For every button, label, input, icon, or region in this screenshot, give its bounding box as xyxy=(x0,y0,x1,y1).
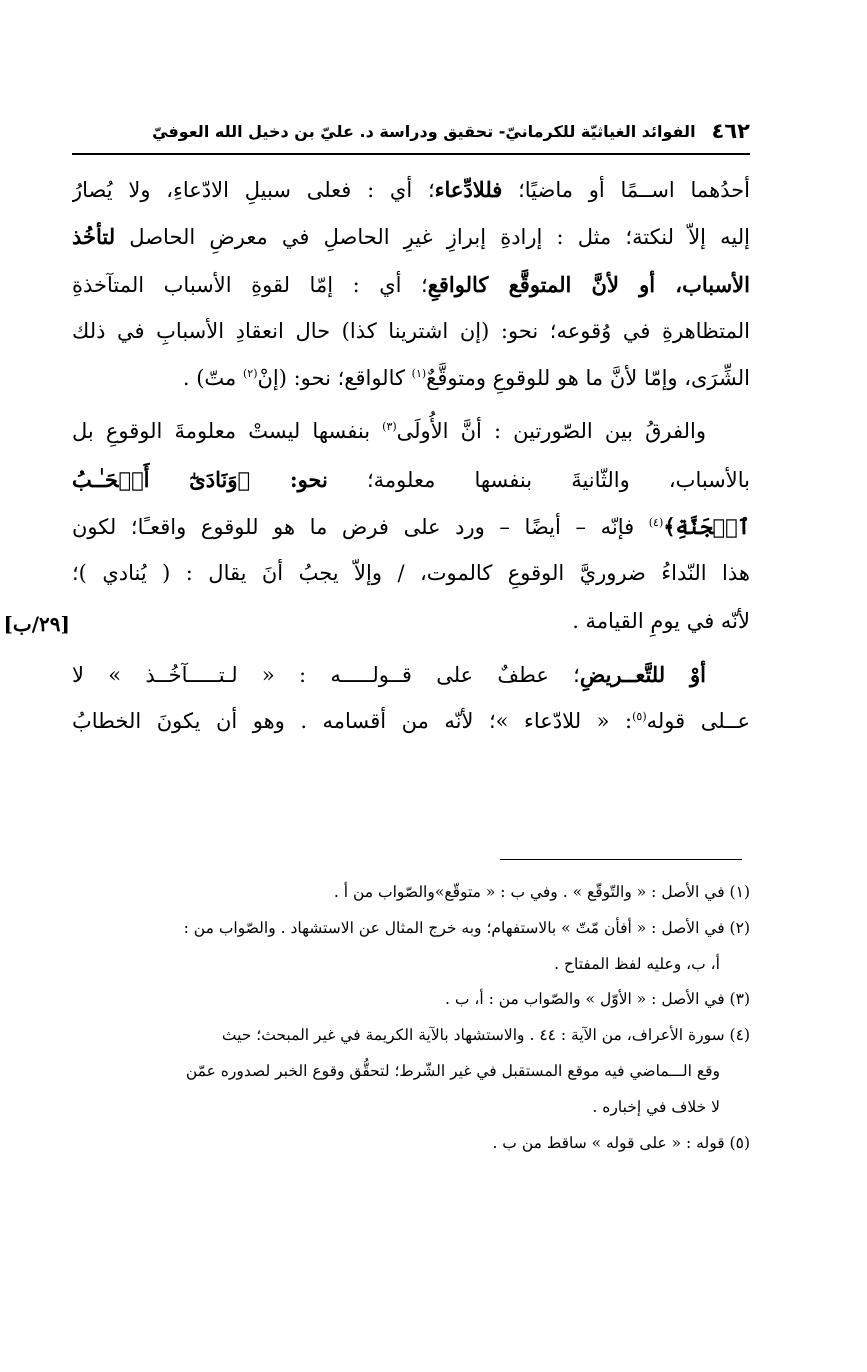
text-segment: بنفسها ليستْ معلومةَ الوقوعِ بل xyxy=(72,419,383,444)
text-segment: فإنّه – أيضًا – ورد على فرض ما هو للوقوع واقعـًا؛ لكون xyxy=(72,515,649,540)
page-header xyxy=(72,112,750,150)
text-segment: المتظاهرةِ في وُقوعه؛ نحو: (إن اشترينا كذا) حال انعقادِ الأسبابِ في ذلك xyxy=(72,318,750,343)
text-line xyxy=(72,166,750,213)
emphasized-text: لتأخُذ xyxy=(72,224,116,250)
text-line xyxy=(72,408,750,455)
text-line xyxy=(72,698,750,745)
text-segment: بالأسباب، والثّانيةَ بنفسها معلومة؛ xyxy=(327,467,750,492)
footnote-reference: (٢) xyxy=(242,367,258,381)
footnote-continuation: لا خلاف في إخباره . xyxy=(592,1097,720,1116)
text-line xyxy=(72,550,750,597)
main-text xyxy=(72,166,750,746)
text-segment: كالواقع؛ نحو: (إنْ xyxy=(257,366,412,391)
emphasized-text: نحو: ﴿وَنَادَىٰٓ أَصۡحَـٰـبُ xyxy=(72,466,328,492)
text-line xyxy=(72,355,750,402)
text-line xyxy=(72,213,750,260)
footnote-line: (٤) سورة الأعراف، من الآية : ٤٤ . والاستشهاد بالآية الكريمة في غير المبحث؛ حيث xyxy=(221,1026,750,1045)
footnote-separator xyxy=(500,859,742,860)
footnote-line: (١) في الأصل : « والتّوقّع » . وفي ب : « متوقّع»والصّواب من أ . xyxy=(333,883,750,901)
text-line xyxy=(72,651,750,698)
text-segment: ؛ أي : إمّا لقوةِ الأسباب المتآخذةِ xyxy=(72,272,428,297)
manuscript-folio-marker: [٢٩/ب] xyxy=(3,612,70,636)
footnote-continuation: أ، ب، وعليه لفظ المفتاح . xyxy=(554,954,720,973)
footnote-line: (٢) في الأصل : « أفأن مّتّ » بالاستفهام؛ وبه خرج المثال عن الاستشهاد . والصّواب من : xyxy=(183,918,750,937)
footnote-line: (٥) قوله : « على قوله » ساقط من ب . xyxy=(492,1133,750,1152)
text-segment: لأنّه في يومِ القيامة . xyxy=(572,608,750,633)
running-title: الفوائد الغياثيّة للكرمانيّ- تحقيق ودراسة د. عليّ بن دخيل الله العوفيّ xyxy=(152,121,696,141)
emphasized-text: فللادِّعاء xyxy=(434,177,503,202)
text-segment: متّ) . xyxy=(182,366,243,391)
text-segment: هذا النّداءُ ضروريَّ الوقوعِ كالموت، / وإلاّ يجبُ أنَ يقال : ( يُنادي )؛ xyxy=(72,561,750,586)
page-number: ٤٦٢ xyxy=(711,119,750,143)
emphasized-text: ٱلۡجَنَّةِ﴾ xyxy=(663,514,750,540)
emphasized-text: الأسباب، أو لأنَّ المتوقَّع كالواقعِ xyxy=(427,271,750,297)
footnote-reference: (١) xyxy=(411,367,427,381)
footnote-continuation: وقع الـــماضي فيه موقع المستقبل في غير الشّرط؛ لتحقُّق وقوع الخبر لصدوره عمّن xyxy=(185,1061,720,1080)
footnote-reference: (٣) xyxy=(382,420,397,434)
text-segment: : « للادّعاء »؛ لأنّه من أقسامه . وهو أن يكونَ الخطابُ xyxy=(72,709,633,734)
text-line xyxy=(72,598,750,645)
text-line xyxy=(72,456,750,503)
header-rule xyxy=(72,153,750,155)
text-segment: والفرقُ بين الصّورتين : أنَّ الأُولَى xyxy=(396,419,706,444)
text-segment: ؛ عطفٌ على قــولـــــه : « لـتـــــآخُــذ » لا xyxy=(72,662,580,687)
text-line xyxy=(72,503,750,550)
text-line xyxy=(72,308,750,355)
text-segment: ؛ أي : فعلى سبيلِ الادّعاءِ، ولا يُصارُ xyxy=(72,178,435,202)
text-segment: أحدُهما اســمًا أو ماضيًا؛ xyxy=(502,178,750,202)
emphasized-text: أوْ للتَّعــريضِ xyxy=(579,661,706,687)
text-line xyxy=(72,261,750,308)
text-segment: الشِّرَى، وإمّا لأنَّ ما هو للوقوعِ ومتوقَّعٌ xyxy=(426,366,750,391)
text-segment: إليه إلاّ لنكتة؛ مثل : إرادةِ إبرازِ غيرِ الحاصلِ في معرضِ الحاصل xyxy=(115,225,750,250)
footnote-reference: (٤) xyxy=(648,516,664,530)
footnotes xyxy=(72,875,750,1161)
text-segment: عــلى قوله xyxy=(646,709,750,734)
footnote-line: (٣) في الأصل : « الأوّل » والصّواب من : أ، ب . xyxy=(444,990,750,1009)
footnote-reference: (٥) xyxy=(632,710,647,724)
